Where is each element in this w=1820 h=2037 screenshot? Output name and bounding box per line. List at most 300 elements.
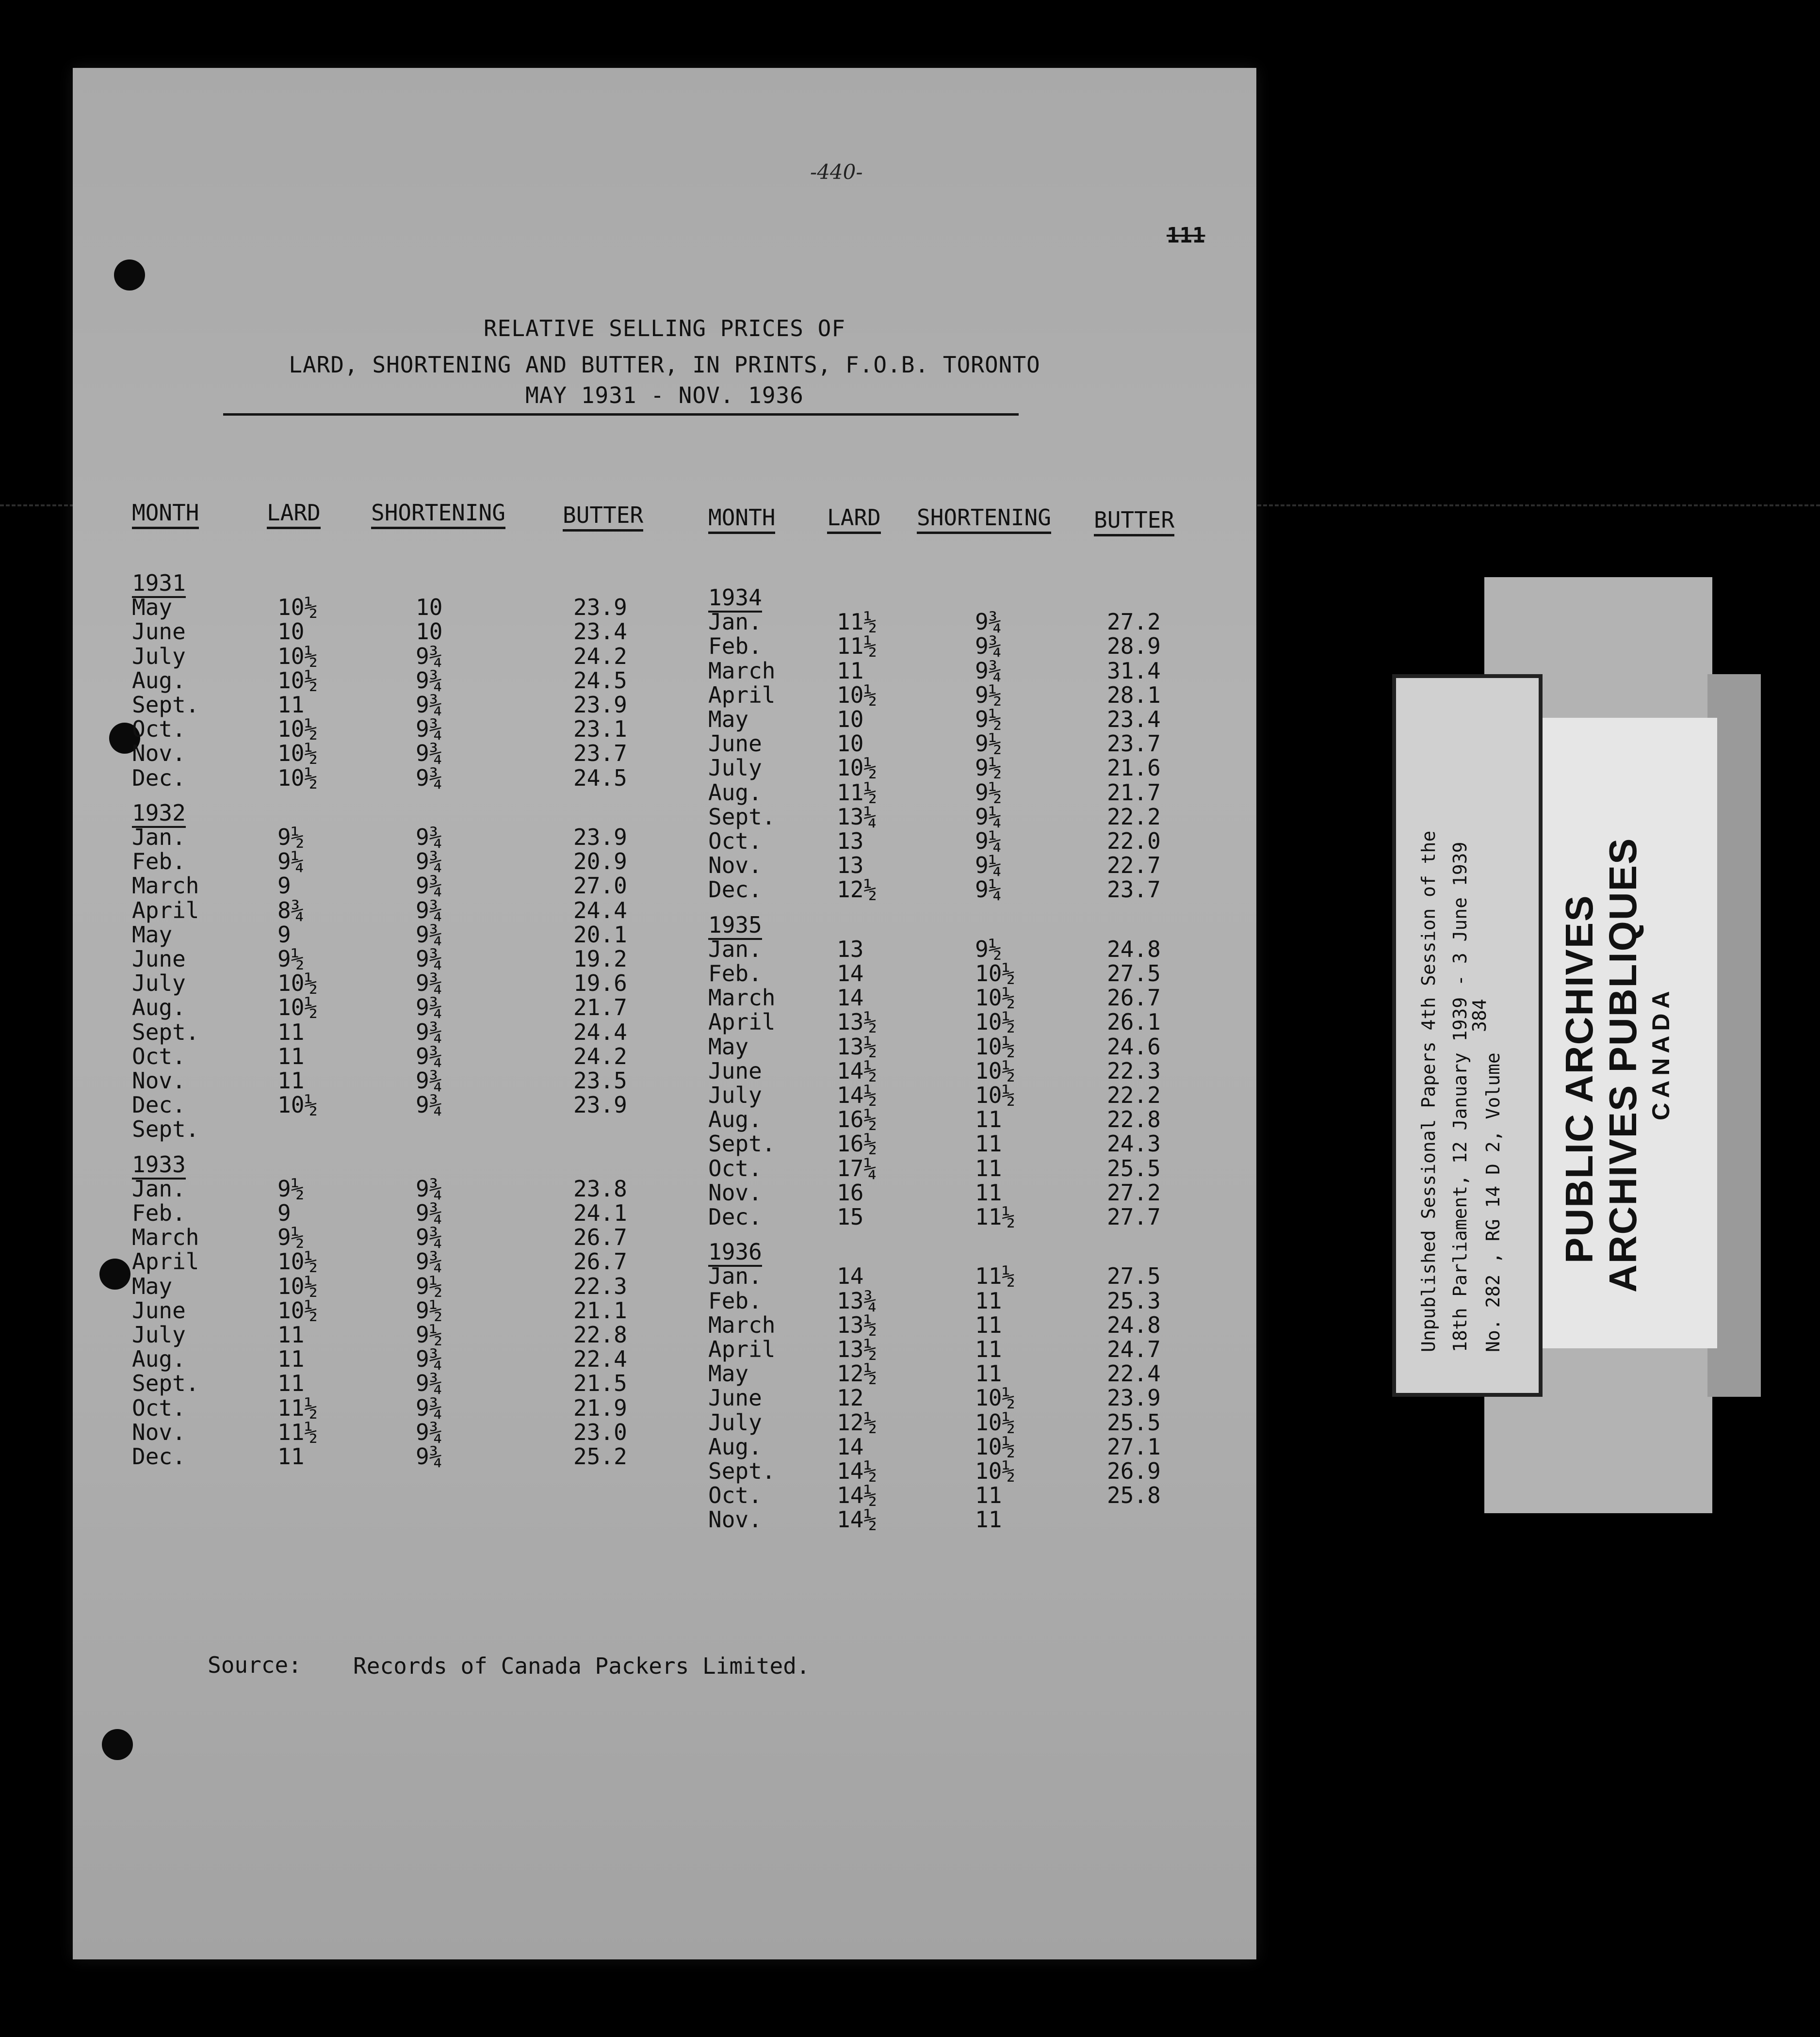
left-table-row xyxy=(132,970,666,997)
right-cell-shortening: 11 xyxy=(975,1179,1002,1206)
left-cell-shortening: 9¾ xyxy=(416,1043,443,1069)
right-table-row xyxy=(708,1434,1242,1458)
right-cell-butter: 27.2 xyxy=(1107,609,1161,635)
right-cell-lard: 15 xyxy=(837,1204,864,1230)
right-cell-lard: 13½ xyxy=(837,1311,878,1338)
right-cell-lard: 14½ xyxy=(837,1082,878,1108)
right-cell-lard: 16½ xyxy=(837,1106,878,1133)
left-cell-month: Nov. xyxy=(132,1419,186,1445)
right-cell-month: Sept. xyxy=(708,1458,776,1484)
left-cell-month: June xyxy=(132,1297,186,1324)
left-cell-month: July xyxy=(132,970,186,997)
right-cell-lard: 13 xyxy=(837,936,864,962)
left-cell-lard: 11 xyxy=(277,1067,305,1094)
source-text: Records of Canada Packers Limited. xyxy=(353,1653,810,1679)
left-cell-butter: 23.1 xyxy=(573,716,627,743)
left-cell-month: April xyxy=(132,1248,199,1275)
left-table-row xyxy=(132,946,666,970)
right-cell-shortening: 10½ xyxy=(975,1433,1016,1460)
left-cell-month: Sept. xyxy=(132,692,199,718)
right-cell-month: Aug. xyxy=(708,1433,762,1460)
right-cell-shortening: 11½ xyxy=(975,1204,1016,1230)
right-cell-shortening: 9½ xyxy=(975,706,1002,732)
right-cell-butter: 23.9 xyxy=(1107,1385,1161,1411)
left-cell-butter: 22.8 xyxy=(573,1322,627,1348)
right-cell-lard: 10½ xyxy=(837,681,878,708)
right-cell-shortening: 9½ xyxy=(975,681,1002,708)
right-cell-butter: 28.1 xyxy=(1107,681,1161,708)
right-table-row xyxy=(708,1155,1242,1180)
left-table-row xyxy=(132,1443,666,1468)
left-cell-shortening: 9½ xyxy=(416,1273,443,1299)
right-table-row xyxy=(708,1263,1242,1290)
right-cell-butter: 27.1 xyxy=(1107,1433,1161,1460)
left-cell-shortening: 9¾ xyxy=(416,1018,443,1045)
left-cell-month: Sept. xyxy=(132,1370,199,1397)
left-cell-shortening: 9¾ xyxy=(416,667,443,694)
left-cell-shortening: 9¾ xyxy=(416,764,443,791)
right-cell-butter: 27.5 xyxy=(1107,1263,1161,1290)
right-cell-shortening: 9¼ xyxy=(975,803,1002,830)
right-table-row xyxy=(708,1458,1242,1482)
right-cell-month: Aug. xyxy=(708,1106,762,1133)
left-cell-month: Sept. xyxy=(132,1018,199,1045)
right-cell-shortening: 9¼ xyxy=(975,828,1002,854)
left-cell-butter: 20.1 xyxy=(573,921,627,948)
left-cell-shortening: 9¾ xyxy=(416,1067,443,1094)
punch-hole-top xyxy=(114,259,145,291)
left-cell-butter: 24.2 xyxy=(573,643,627,669)
right-cell-shortening: 9¾ xyxy=(975,633,1002,660)
right-cell-butter: 23.4 xyxy=(1107,706,1161,732)
left-cell-butter: 23.9 xyxy=(573,692,627,718)
right-cell-month: Nov. xyxy=(708,852,762,879)
left-cell-lard: 10½ xyxy=(277,970,318,997)
right-cell-shortening: 11 xyxy=(975,1482,1002,1509)
left-table-row xyxy=(132,1067,666,1092)
right-year-heading: 1935 xyxy=(708,912,762,940)
left-cell-month: Oct. xyxy=(132,1394,186,1421)
right-cell-shortening: 9¾ xyxy=(975,609,1002,635)
right-cell-lard: 12½ xyxy=(837,1360,878,1387)
left-cell-month: Dec. xyxy=(132,764,186,791)
right-cell-lard: 14½ xyxy=(837,1482,878,1509)
left-cell-shortening: 9¾ xyxy=(416,643,443,669)
right-cell-shortening: 10½ xyxy=(975,1033,1016,1060)
left-cell-month: Aug. xyxy=(132,1346,186,1373)
left-cell-month: June xyxy=(132,946,186,972)
left-cell-lard: 9 xyxy=(277,1200,291,1226)
right-cell-shortening: 9½ xyxy=(975,730,1002,757)
left-cell-shortening: 9¾ xyxy=(416,994,443,1021)
right-cell-shortening: 11 xyxy=(975,1311,1002,1338)
left-table-row xyxy=(132,922,666,946)
title-line-3: MAY 1931 - NOV. 1936 xyxy=(525,382,804,408)
left-table-row xyxy=(132,1346,666,1373)
right-cell-butter: 22.3 xyxy=(1107,1057,1161,1084)
left-cell-month: April xyxy=(132,897,199,923)
right-cell-butter: 24.8 xyxy=(1107,936,1161,962)
left-table-row xyxy=(132,618,666,643)
left-cell-lard: 9½ xyxy=(277,1175,305,1202)
left-table-row xyxy=(132,692,666,716)
right-cell-butter: 24.7 xyxy=(1107,1336,1161,1362)
left-cell-lard: 10½ xyxy=(277,1273,318,1299)
left-cell-lard: 10½ xyxy=(277,994,318,1021)
left-cell-month: July xyxy=(132,1322,186,1348)
left-cell-shortening: 9¾ xyxy=(416,1248,443,1275)
left-cell-butter: 20.9 xyxy=(573,848,627,875)
left-table-row xyxy=(132,1176,666,1200)
left-table-row xyxy=(132,765,666,789)
right-cell-month: Aug. xyxy=(708,779,762,806)
title-underline xyxy=(223,413,1019,416)
right-year-heading: 1934 xyxy=(708,584,762,613)
left-cell-lard: 11 xyxy=(277,1322,305,1348)
right-cell-lard: 11½ xyxy=(837,633,878,660)
right-cell-month: May xyxy=(708,1033,749,1060)
left-cell-butter: 24.4 xyxy=(573,897,627,923)
right-cell-butter: 31.4 xyxy=(1107,657,1161,684)
right-cell-butter: 23.7 xyxy=(1107,876,1161,903)
right-cell-lard: 13 xyxy=(837,828,864,854)
header-shortening-right: SHORTENING xyxy=(917,504,1051,534)
right-cell-lard: 16½ xyxy=(837,1131,878,1157)
right-cell-month: April xyxy=(708,681,776,708)
document-page xyxy=(73,68,1256,1959)
right-cell-lard: 13½ xyxy=(837,1033,878,1060)
title-line-1: RELATIVE SELLING PRICES OF xyxy=(483,315,846,341)
left-table-row xyxy=(132,740,666,767)
left-table-row xyxy=(132,1019,666,1043)
left-cell-month: May xyxy=(132,921,173,948)
left-cell-month: Jan. xyxy=(132,1175,186,1202)
left-cell-lard: 9½ xyxy=(277,824,305,850)
left-year-heading: 1931 xyxy=(132,570,186,598)
right-cell-shortening: 10½ xyxy=(975,1458,1016,1484)
right-cell-month: Jan. xyxy=(708,609,762,635)
left-cell-butter: 21.7 xyxy=(573,994,627,1021)
left-cell-lard: 10½ xyxy=(277,1092,318,1118)
right-cell-butter: 23.7 xyxy=(1107,730,1161,757)
left-table-row xyxy=(132,643,666,667)
right-table-row xyxy=(708,1336,1242,1360)
left-cell-butter: 26.7 xyxy=(573,1248,627,1275)
header-lard-left: LARD xyxy=(267,500,321,529)
right-table-row xyxy=(708,609,1242,633)
left-cell-month: Dec. xyxy=(132,1092,186,1118)
right-table-row xyxy=(708,1288,1242,1312)
right-cell-month: June xyxy=(708,730,762,757)
left-cell-butter: 19.2 xyxy=(573,946,627,972)
right-table-row xyxy=(708,985,1242,1009)
right-table-row xyxy=(708,1204,1242,1228)
right-cell-butter: 25.3 xyxy=(1107,1287,1161,1314)
right-cell-month: Jan. xyxy=(708,1263,762,1290)
left-cell-butter: 26.7 xyxy=(573,1224,627,1251)
right-cell-butter: 28.9 xyxy=(1107,633,1161,660)
right-cell-lard: 16 xyxy=(837,1179,864,1206)
left-cell-shortening: 9¾ xyxy=(416,1370,443,1397)
left-cell-month: May xyxy=(132,1273,173,1299)
left-table-row xyxy=(132,848,666,873)
left-cell-shortening: 9¾ xyxy=(416,1092,443,1118)
right-cell-month: Dec. xyxy=(708,876,762,903)
left-cell-butter: 25.2 xyxy=(573,1443,627,1470)
right-cell-month: April xyxy=(708,1336,776,1362)
right-cell-lard: 12½ xyxy=(837,1409,878,1436)
left-cell-month: June xyxy=(132,618,186,645)
right-cell-month: March xyxy=(708,657,776,684)
right-cell-month: Nov. xyxy=(708,1179,762,1206)
right-cell-lard: 17¼ xyxy=(837,1155,878,1181)
left-cell-lard: 11½ xyxy=(277,1419,318,1445)
right-cell-lard: 14 xyxy=(837,1433,864,1460)
right-cell-butter: 22.0 xyxy=(1107,828,1161,854)
left-cell-lard: 11 xyxy=(277,1043,305,1069)
right-table-row xyxy=(708,1009,1242,1033)
right-cell-shortening: 10½ xyxy=(975,1057,1016,1084)
left-cell-shortening: 9¾ xyxy=(416,1200,443,1226)
left-table-row xyxy=(132,716,666,743)
right-cell-lard: 14 xyxy=(837,1263,864,1290)
right-cell-lard: 14½ xyxy=(837,1506,878,1533)
left-cell-butter: 23.4 xyxy=(573,618,627,645)
right-cell-shortening: 11 xyxy=(975,1106,1002,1133)
right-cell-month: Feb. xyxy=(708,960,762,986)
left-cell-shortening: 9¾ xyxy=(416,921,443,948)
right-cell-shortening: 9½ xyxy=(975,936,1002,962)
left-cell-butter: 23.5 xyxy=(573,1067,627,1094)
left-cell-butter: 21.1 xyxy=(573,1297,627,1324)
left-cell-month: Aug. xyxy=(132,667,186,694)
left-cell-month: Jan. xyxy=(132,824,186,850)
left-table-row xyxy=(132,1419,666,1443)
right-cell-butter: 25.8 xyxy=(1107,1482,1161,1509)
right-cell-lard: 13¼ xyxy=(837,803,878,830)
left-table-row xyxy=(132,1200,666,1224)
left-cell-lard: 10½ xyxy=(277,594,318,621)
right-cell-month: Oct. xyxy=(708,1482,762,1509)
left-cell-lard: 10½ xyxy=(277,667,318,694)
left-table-row xyxy=(132,667,666,692)
left-cell-butter: 24.1 xyxy=(573,1200,627,1226)
left-cell-lard: 8¾ xyxy=(277,897,305,923)
right-table-row xyxy=(708,1312,1242,1336)
left-cell-shortening: 9¾ xyxy=(416,1346,443,1373)
left-cell-shortening: 9¾ xyxy=(416,740,443,767)
left-cell-shortening: 9¾ xyxy=(416,1394,443,1421)
right-table-row xyxy=(708,1034,1242,1058)
left-cell-butter: 22.3 xyxy=(573,1273,627,1299)
right-table-row xyxy=(708,852,1242,879)
left-cell-lard: 9½ xyxy=(277,1224,305,1251)
archive-label-line-3: CANADA xyxy=(1647,986,1674,1120)
right-cell-butter: 22.8 xyxy=(1107,1106,1161,1133)
left-cell-month: Feb. xyxy=(132,1200,186,1226)
right-cell-butter: 26.9 xyxy=(1107,1458,1161,1484)
right-cell-shortening: 9½ xyxy=(975,755,1002,781)
right-table-row xyxy=(708,730,1242,755)
left-cell-month: May xyxy=(132,594,173,621)
left-cell-month: July xyxy=(132,643,186,669)
left-cell-month: Dec. xyxy=(132,1443,186,1470)
right-cell-shortening: 9¼ xyxy=(975,852,1002,879)
right-table-row xyxy=(708,1506,1242,1531)
right-table-row xyxy=(708,1082,1242,1106)
right-cell-lard: 14½ xyxy=(837,1458,878,1484)
right-cell-butter: 21.7 xyxy=(1107,779,1161,806)
right-cell-month: Dec. xyxy=(708,1204,762,1230)
right-table-row xyxy=(708,1106,1242,1131)
left-cell-lard: 10½ xyxy=(277,1297,318,1324)
right-cell-month: May xyxy=(708,1360,749,1387)
right-cell-lard: 10 xyxy=(837,706,864,732)
right-cell-butter: 24.8 xyxy=(1107,1311,1161,1338)
title-line-2: LARD, SHORTENING AND BUTTER, IN PRINTS, F.O.B. TORONTO xyxy=(289,352,1040,378)
left-cell-lard: 9 xyxy=(277,873,291,899)
right-table-row xyxy=(708,936,1242,960)
left-table-row xyxy=(132,1092,666,1116)
right-table-row xyxy=(708,1180,1242,1204)
left-table-row xyxy=(132,1322,666,1346)
right-cell-month: June xyxy=(708,1057,762,1084)
right-cell-month: June xyxy=(708,1385,762,1411)
left-year-heading: 1932 xyxy=(132,800,186,828)
right-table-row xyxy=(708,1385,1242,1409)
left-cell-shortening: 10 xyxy=(416,594,443,621)
left-table-row xyxy=(132,897,666,922)
left-cell-month: March xyxy=(132,1224,199,1251)
left-cell-shortening: 9¾ xyxy=(416,1419,443,1445)
left-cell-lard: 9 xyxy=(277,921,291,948)
right-table-row xyxy=(708,755,1242,779)
right-table-row xyxy=(708,876,1242,901)
left-cell-month: Aug. xyxy=(132,994,186,1021)
right-table-row xyxy=(708,682,1242,706)
left-cell-butter: 21.9 xyxy=(573,1394,627,1421)
right-cell-butter: 21.6 xyxy=(1107,755,1161,781)
punch-hole-lower xyxy=(99,1259,130,1290)
header-butter-right: BUTTER xyxy=(1094,507,1174,536)
archive-label xyxy=(1523,718,1717,1348)
left-table-row xyxy=(132,1043,666,1067)
left-cell-shortening: 9¾ xyxy=(416,692,443,718)
left-cell-butter: 23.9 xyxy=(573,824,627,850)
right-cell-butter: 22.4 xyxy=(1107,1360,1161,1387)
right-cell-month: March xyxy=(708,1311,776,1338)
left-cell-shortening: 9¾ xyxy=(416,946,443,972)
right-cell-shortening: 9¼ xyxy=(975,876,1002,903)
right-cell-shortening: 10½ xyxy=(975,1009,1016,1035)
right-table-row xyxy=(708,633,1242,660)
right-cell-butter: 22.7 xyxy=(1107,852,1161,879)
left-table-row xyxy=(132,594,666,621)
left-cell-shortening: 9¾ xyxy=(416,1175,443,1202)
header-month-left: MONTH xyxy=(132,500,199,529)
right-cell-month: Jan. xyxy=(708,936,762,962)
right-cell-shortening: 11 xyxy=(975,1506,1002,1533)
right-cell-shortening: 10½ xyxy=(975,985,1016,1011)
left-cell-lard: 11 xyxy=(277,1346,305,1373)
right-cell-month: July xyxy=(708,755,762,781)
right-cell-butter: 22.2 xyxy=(1107,1082,1161,1108)
left-cell-lard: 10½ xyxy=(277,643,318,669)
right-cell-lard: 12½ xyxy=(837,876,878,903)
left-cell-lard: 9¼ xyxy=(277,848,305,875)
right-cell-lard: 10 xyxy=(837,730,864,757)
left-cell-month: Nov. xyxy=(132,740,186,767)
left-cell-shortening: 9¾ xyxy=(416,1224,443,1251)
left-table-row xyxy=(132,1370,666,1397)
left-cell-butter: 27.0 xyxy=(573,873,627,899)
left-cell-lard: 10½ xyxy=(277,764,318,791)
left-table-row xyxy=(132,1297,666,1322)
left-cell-lard: 10½ xyxy=(277,740,318,767)
archive-label-line-1: PUBLIC ARCHIVES xyxy=(1558,894,1601,1263)
left-cell-lard: 11½ xyxy=(277,1394,318,1421)
right-cell-lard: 11½ xyxy=(837,779,878,806)
left-cell-shortening: 9¾ xyxy=(416,873,443,899)
right-cell-lard: 13¾ xyxy=(837,1287,878,1314)
punch-hole-bottom xyxy=(102,1729,133,1760)
right-cell-month: Oct. xyxy=(708,1155,762,1181)
left-cell-shortening: 9¾ xyxy=(416,970,443,997)
right-cell-lard: 10½ xyxy=(837,755,878,781)
left-cell-butter: 23.0 xyxy=(573,1419,627,1445)
left-cell-shortening: 9½ xyxy=(416,1322,443,1348)
right-cell-butter: 26.1 xyxy=(1107,1009,1161,1035)
right-table-row xyxy=(708,1058,1242,1082)
right-cell-butter: 22.2 xyxy=(1107,803,1161,830)
header-butter-left: BUTTER xyxy=(563,502,643,532)
left-cell-shortening: 9¾ xyxy=(416,1443,443,1470)
right-cell-lard: 12 xyxy=(837,1385,864,1411)
right-table-row xyxy=(708,1360,1242,1385)
reference-card xyxy=(1392,674,1543,1397)
right-cell-month: May xyxy=(708,706,749,732)
right-cell-shortening: 10½ xyxy=(975,1385,1016,1411)
left-cell-shortening: 9½ xyxy=(416,1297,443,1324)
right-cell-shortening: 10½ xyxy=(975,960,1016,986)
right-cell-shortening: 9¾ xyxy=(975,657,1002,684)
right-cell-month: Nov. xyxy=(708,1506,762,1533)
right-cell-month: July xyxy=(708,1409,762,1436)
header-lard-right: LARD xyxy=(827,504,881,534)
right-cell-lard: 11½ xyxy=(837,609,878,635)
card-volume: 384 xyxy=(1469,999,1490,1032)
right-cell-butter: 27.7 xyxy=(1107,1204,1161,1230)
right-cell-lard: 13 xyxy=(837,852,864,879)
source-label: Source: xyxy=(208,1652,302,1678)
left-cell-butter: 23.8 xyxy=(573,1175,627,1202)
left-cell-butter: 22.4 xyxy=(573,1346,627,1373)
left-cell-lard: 11 xyxy=(277,1370,305,1397)
left-cell-butter: 23.9 xyxy=(573,1092,627,1118)
right-cell-month: Sept. xyxy=(708,1131,776,1157)
left-cell-butter: 24.2 xyxy=(573,1043,627,1069)
right-cell-lard: 11 xyxy=(837,657,864,684)
left-cell-lard: 11 xyxy=(277,1443,305,1470)
left-cell-shortening: 10 xyxy=(416,618,443,645)
right-cell-lard: 14 xyxy=(837,960,864,986)
archive-label-line-2: ARCHIVES PUBLIQUES xyxy=(1601,837,1644,1293)
left-cell-shortening: 9¾ xyxy=(416,897,443,923)
left-cell-lard: 10 xyxy=(277,618,305,645)
left-cell-butter: 24.5 xyxy=(573,764,627,791)
left-table-row xyxy=(132,1273,666,1297)
right-cell-month: Sept. xyxy=(708,803,776,830)
